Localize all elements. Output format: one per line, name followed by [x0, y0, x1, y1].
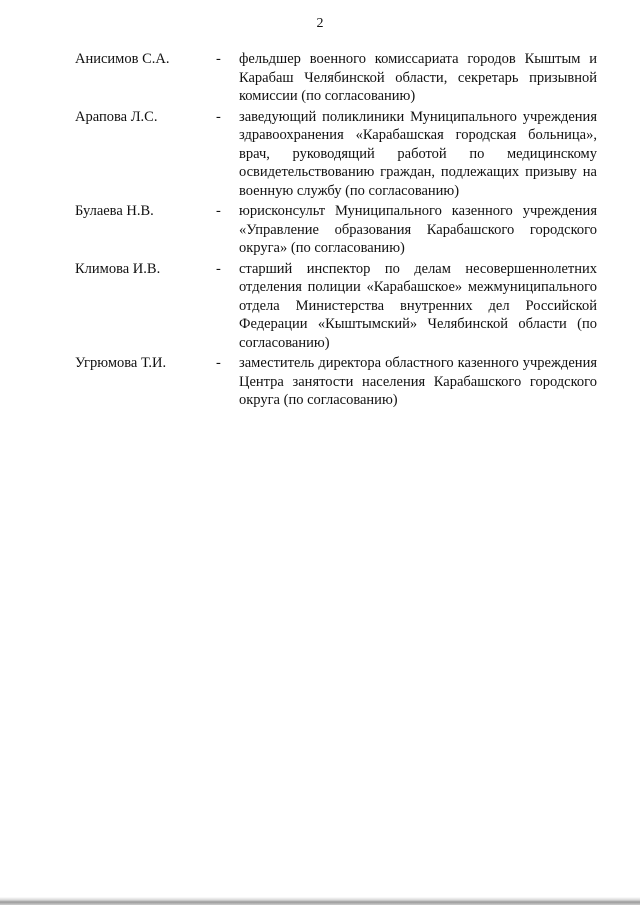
member-name: Арапова Л.С.	[75, 108, 158, 125]
member-name: Булаева Н.В.	[75, 203, 154, 219]
member-dash: -	[216, 51, 221, 67]
member-role: старший инспектор по делам несовершеннолетних отделения полиции «Карабашское» межмуниципального отдела Министерства внутренних дел Российской Федерации «Кыштымский» Челябинской области (по согласованию)	[239, 260, 597, 351]
page-number: 2	[316, 16, 324, 31]
member-role: заместитель директора областного казенного учреждения Центра занятости населения Карабашского городского округа (по согласованию)	[239, 355, 597, 408]
member-name: Угрюмова Т.И.	[75, 355, 167, 371]
member-dash: -	[216, 355, 221, 371]
member-dash: -	[216, 260, 221, 277]
member-row	[75, 354, 597, 410]
member-role: фельдшер военного комиссариата городов Кыштым и Карабаш Челябинской области, секретарь призывной комиссии (по согласованию)	[239, 51, 597, 104]
member-role: заведующий поликлиники Муниципального учреждения здравоохранения «Карабашская городская больница», врач, руководящий работой по медицинскому освидетельствованию граждан, подлежащих призыву на военную службу (по согласованию)	[239, 108, 597, 199]
member-dash: -	[216, 203, 221, 219]
member-row	[75, 260, 597, 353]
member-row	[75, 202, 597, 258]
member-name: Анисимов С.А.	[75, 51, 170, 67]
member-row	[75, 108, 597, 201]
scan-edge-artifact	[0, 897, 640, 905]
member-role: юрисконсульт Муниципального казенного учреждения «Управление образования Карабашского городского округа» (по согласованию)	[239, 203, 597, 256]
member-dash: -	[216, 108, 221, 125]
member-name: Климова И.В.	[75, 260, 161, 277]
commission-member-list	[75, 50, 597, 412]
member-row	[75, 50, 597, 106]
